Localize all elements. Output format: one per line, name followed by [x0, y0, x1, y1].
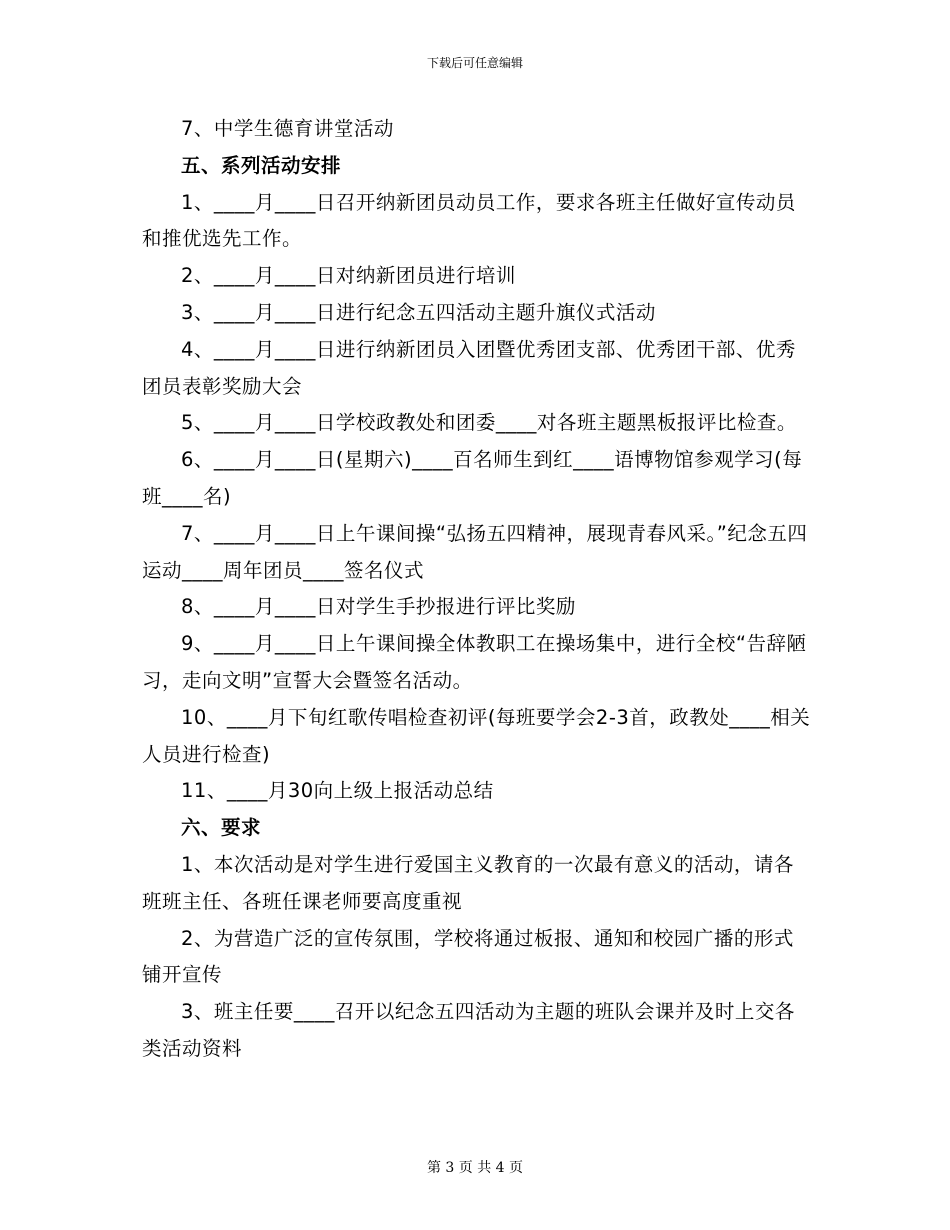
list-item: 8、____月____日对学生手抄报进行评比奖励: [181, 595, 576, 619]
page-footer: 第 3 页 共 4 页: [426, 1160, 524, 1176]
list-item: 5、____月____日学校政教处和团委____对各班主题黑板报评比检查。: [181, 411, 797, 435]
list-item: 1、____月____日召开纳新团员动员工作，要求各班主任做好宣传动员和推优选先工作。: [142, 190, 796, 251]
document-body: [142, 111, 812, 1068]
list-item: 4、____月____日进行纳新团员入团暨优秀团支部、优秀团干部、优秀团员表彰奖励大会: [142, 337, 796, 398]
list-item: 2、____月____日对纳新团员进行培训: [181, 264, 516, 288]
list-item: 10、____月下旬红歌传唱检查初评(每班要学会2-3首，政教处____相关人员进行检查): [142, 705, 811, 766]
list-item: 7、中学生德育讲堂活动: [181, 117, 394, 140]
list-item: 6、____月____日(星期六)____百名师生到红____语博物馆参观学习(每班____名): [142, 448, 803, 508]
list-item: 2、为营造广泛的宣传氛围，学校将通过板报、通知和校园广播的形式铺开宣传: [142, 926, 794, 987]
section-heading: 六、要求: [181, 816, 262, 840]
list-item: 3、班主任要____召开以纪念五四活动为主题的班队会课并及时上交各类活动资料: [142, 1000, 795, 1060]
list-item: 11、____月30向上级上报活动总结: [181, 779, 494, 803]
section-heading: 五、系列活动安排: [181, 153, 342, 177]
list-item: 1、本次活动是对学生进行爱国主义教育的一次最有意义的活动，请各班班主任、各班任课老师要高度重视: [142, 852, 794, 913]
list-item: 7、____月____日上午课间操“弘扬五四精神，展现青春风采。”纪念五四运动____周年团员____签名仪式: [142, 521, 808, 582]
list-item: 9、____月____日上午课间操全体教职工在操场集中，进行全校“告辞陋习，走向文明”宣誓大会暨签名活动。: [142, 632, 807, 692]
list-item: 3、____月____日进行纪念五四活动主题升旗仪式活动: [181, 300, 656, 324]
page-header-note: 下载后可任意编辑: [426, 56, 523, 70]
